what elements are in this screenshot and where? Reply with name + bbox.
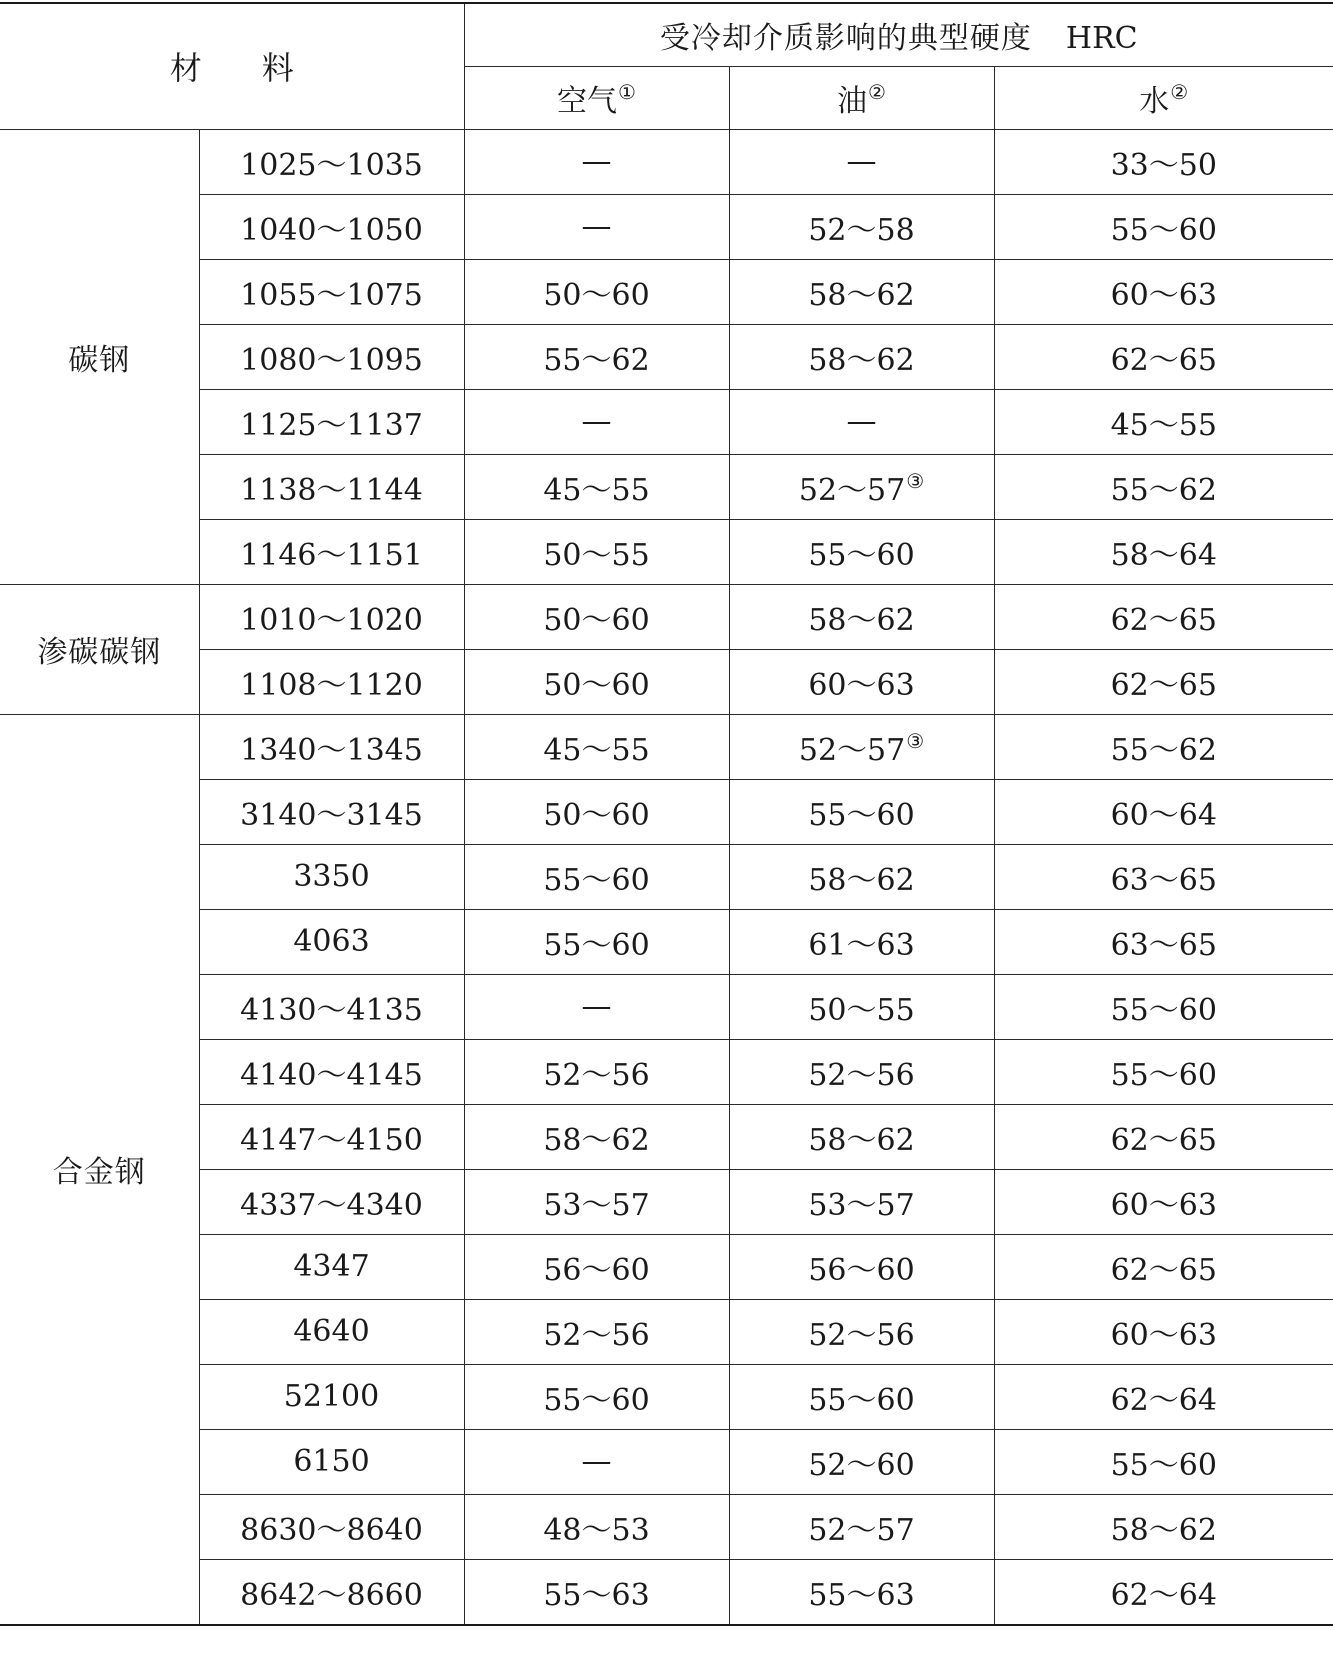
column-header-water-label: 水 bbox=[1139, 83, 1170, 119]
grade-cell: 4063 bbox=[199, 909, 464, 974]
oil-hardness-cell bbox=[729, 1364, 994, 1429]
oil-hardness-cell bbox=[729, 1039, 994, 1104]
grade-cell: 8642～8660 bbox=[199, 1559, 464, 1625]
oil-hardness-cell bbox=[729, 389, 994, 454]
table-row bbox=[0, 389, 1333, 454]
oil-hardness-cell bbox=[729, 714, 994, 779]
column-header-oil-note: ② bbox=[868, 79, 886, 104]
grade-cell: 6150 bbox=[199, 1429, 464, 1494]
oil-hardness-cell bbox=[729, 584, 994, 649]
air-hardness-cell: 55～62 bbox=[464, 324, 729, 389]
oil-hardness-value: 52～57 bbox=[798, 472, 906, 508]
water-hardness-cell: 62～64 bbox=[994, 1559, 1333, 1625]
air-hardness-cell: — bbox=[464, 974, 729, 1039]
grade-cell: 1025～1035 bbox=[199, 129, 464, 194]
oil-hardness-cell bbox=[729, 1494, 994, 1559]
oil-hardness-value: 60～63 bbox=[808, 667, 915, 703]
oil-hardness-value: 52～57 bbox=[798, 732, 906, 768]
header-row-1 bbox=[0, 3, 1333, 66]
air-hardness-cell: 45～55 bbox=[464, 714, 729, 779]
air-hardness-cell: 50～60 bbox=[464, 649, 729, 714]
oil-hardness-value: 55～63 bbox=[808, 1577, 915, 1613]
air-hardness-cell: — bbox=[464, 1429, 729, 1494]
oil-hardness-note: ③ bbox=[906, 728, 925, 753]
water-hardness-cell: 58～62 bbox=[994, 1494, 1333, 1559]
table-row bbox=[0, 1299, 1333, 1364]
table-row bbox=[0, 779, 1333, 844]
oil-hardness-value: 52～56 bbox=[808, 1317, 915, 1353]
grade-cell: 4347 bbox=[199, 1234, 464, 1299]
oil-hardness-value: 52～60 bbox=[808, 1447, 915, 1483]
air-hardness-cell: 55～63 bbox=[464, 1559, 729, 1625]
water-hardness-cell: 55～60 bbox=[994, 1039, 1333, 1104]
grade-cell: 4140～4145 bbox=[199, 1039, 464, 1104]
grade-cell: 4640 bbox=[199, 1299, 464, 1364]
oil-hardness-value: 52～57 bbox=[808, 1512, 915, 1548]
air-hardness-cell: — bbox=[464, 389, 729, 454]
oil-hardness-value: 61～63 bbox=[808, 927, 915, 963]
water-hardness-cell: 60～63 bbox=[994, 259, 1333, 324]
table-row bbox=[0, 974, 1333, 1039]
table-row bbox=[0, 324, 1333, 389]
table-row bbox=[0, 1494, 1333, 1559]
oil-hardness-value: 53～57 bbox=[808, 1187, 915, 1223]
hardness-table bbox=[0, 2, 1333, 1626]
material-group-cell: 碳钢 bbox=[0, 129, 199, 584]
oil-hardness-value: 58～62 bbox=[808, 602, 915, 638]
oil-hardness-value: 52～56 bbox=[808, 1057, 915, 1093]
oil-hardness-cell bbox=[729, 1169, 994, 1234]
grade-cell: 4337～4340 bbox=[199, 1169, 464, 1234]
oil-hardness-cell bbox=[729, 1559, 994, 1625]
water-hardness-cell: 55～60 bbox=[994, 1429, 1333, 1494]
hardness-header bbox=[464, 3, 1333, 66]
column-header-oil-label: 油 bbox=[837, 83, 868, 119]
water-hardness-cell: 60～64 bbox=[994, 779, 1333, 844]
oil-hardness-cell bbox=[729, 1104, 994, 1169]
oil-hardness-value: 55～60 bbox=[808, 797, 915, 833]
air-hardness-cell: 56～60 bbox=[464, 1234, 729, 1299]
water-hardness-cell: 58～64 bbox=[994, 519, 1333, 584]
table-row bbox=[0, 584, 1333, 649]
table-row bbox=[0, 714, 1333, 779]
oil-hardness-cell bbox=[729, 1299, 994, 1364]
table-row bbox=[0, 454, 1333, 519]
oil-hardness-cell bbox=[729, 1429, 994, 1494]
oil-hardness-value: 58～62 bbox=[808, 277, 915, 313]
oil-hardness-value: 58～62 bbox=[808, 342, 915, 378]
table-row bbox=[0, 519, 1333, 584]
oil-hardness-cell bbox=[729, 844, 994, 909]
air-hardness-cell: 50～55 bbox=[464, 519, 729, 584]
oil-hardness-cell bbox=[729, 129, 994, 194]
table-row bbox=[0, 1234, 1333, 1299]
grade-cell: 1340～1345 bbox=[199, 714, 464, 779]
water-hardness-cell: 62～65 bbox=[994, 584, 1333, 649]
oil-hardness-value: — bbox=[846, 144, 877, 179]
table-row bbox=[0, 194, 1333, 259]
grade-cell: 1040～1050 bbox=[199, 194, 464, 259]
grade-cell: 1125～1137 bbox=[199, 389, 464, 454]
material-group-cell: 渗碳碳钢 bbox=[0, 584, 199, 714]
oil-hardness-value: 56～60 bbox=[808, 1252, 915, 1288]
air-hardness-cell: — bbox=[464, 129, 729, 194]
oil-hardness-note: ③ bbox=[906, 468, 925, 493]
air-hardness-cell: 45～55 bbox=[464, 454, 729, 519]
table-row bbox=[0, 129, 1333, 194]
grade-cell: 3140～3145 bbox=[199, 779, 464, 844]
grade-cell: 1108～1120 bbox=[199, 649, 464, 714]
oil-hardness-cell bbox=[729, 909, 994, 974]
air-hardness-cell: 52～56 bbox=[464, 1299, 729, 1364]
oil-hardness-value: 55～60 bbox=[808, 537, 915, 573]
water-hardness-cell: 62～64 bbox=[994, 1364, 1333, 1429]
table-body bbox=[0, 129, 1333, 1625]
air-hardness-cell: 58～62 bbox=[464, 1104, 729, 1169]
water-hardness-cell: 62～65 bbox=[994, 649, 1333, 714]
air-hardness-cell: 53～57 bbox=[464, 1169, 729, 1234]
water-hardness-cell: 45～55 bbox=[994, 389, 1333, 454]
grade-cell: 4147～4150 bbox=[199, 1104, 464, 1169]
hardness-header-title: 受冷却介质影响的典型硬度 bbox=[659, 20, 1032, 56]
oil-hardness-cell bbox=[729, 324, 994, 389]
table-row bbox=[0, 1169, 1333, 1234]
water-hardness-cell: 62～65 bbox=[994, 324, 1333, 389]
column-header-air-note: ① bbox=[618, 79, 636, 104]
water-hardness-cell: 63～65 bbox=[994, 844, 1333, 909]
grade-cell: 1080～1095 bbox=[199, 324, 464, 389]
grade-cell: 4130～4135 bbox=[199, 974, 464, 1039]
water-hardness-cell: 55～60 bbox=[994, 194, 1333, 259]
column-header-water-note: ② bbox=[1170, 79, 1189, 104]
table-row bbox=[0, 1104, 1333, 1169]
oil-hardness-cell bbox=[729, 519, 994, 584]
column-header-water bbox=[994, 66, 1333, 129]
water-hardness-cell: 55～60 bbox=[994, 974, 1333, 1039]
air-hardness-cell: 55～60 bbox=[464, 844, 729, 909]
column-header-air-label: 空气 bbox=[557, 83, 618, 119]
oil-hardness-cell bbox=[729, 454, 994, 519]
table-row bbox=[0, 649, 1333, 714]
oil-hardness-value: 50～55 bbox=[808, 992, 915, 1028]
table-row bbox=[0, 1559, 1333, 1625]
air-hardness-cell: 52～56 bbox=[464, 1039, 729, 1104]
air-hardness-cell: 55～60 bbox=[464, 1364, 729, 1429]
air-hardness-cell: 50～60 bbox=[464, 584, 729, 649]
material-header-label: 材料 bbox=[169, 49, 354, 88]
table-row bbox=[0, 259, 1333, 324]
hardness-header-unit: HRC bbox=[1065, 20, 1138, 56]
water-hardness-cell: 55～62 bbox=[994, 454, 1333, 519]
grade-cell: 1138～1144 bbox=[199, 454, 464, 519]
oil-hardness-cell bbox=[729, 649, 994, 714]
air-hardness-cell: 48～53 bbox=[464, 1494, 729, 1559]
grade-cell: 3350 bbox=[199, 844, 464, 909]
grade-cell: 1010～1020 bbox=[199, 584, 464, 649]
table-row bbox=[0, 1039, 1333, 1104]
material-header bbox=[0, 3, 464, 129]
air-hardness-cell: — bbox=[464, 194, 729, 259]
table-row bbox=[0, 909, 1333, 974]
grade-cell: 1055～1075 bbox=[199, 259, 464, 324]
water-hardness-cell: 62～65 bbox=[994, 1234, 1333, 1299]
material-group-cell: 合金钢 bbox=[0, 714, 199, 1625]
air-hardness-cell: 50～60 bbox=[464, 779, 729, 844]
oil-hardness-value: 52～58 bbox=[808, 212, 915, 248]
oil-hardness-cell bbox=[729, 194, 994, 259]
oil-hardness-value: — bbox=[846, 404, 877, 439]
oil-hardness-cell bbox=[729, 779, 994, 844]
water-hardness-cell: 63～65 bbox=[994, 909, 1333, 974]
oil-hardness-value: 55～60 bbox=[808, 1382, 915, 1418]
oil-hardness-value: 58～62 bbox=[808, 862, 915, 898]
oil-hardness-cell bbox=[729, 974, 994, 1039]
column-header-air bbox=[464, 66, 729, 129]
air-hardness-cell: 50～60 bbox=[464, 259, 729, 324]
table-row bbox=[0, 1364, 1333, 1429]
water-hardness-cell: 62～65 bbox=[994, 1104, 1333, 1169]
oil-hardness-cell bbox=[729, 1234, 994, 1299]
table-row bbox=[0, 1429, 1333, 1494]
water-hardness-cell: 55～62 bbox=[994, 714, 1333, 779]
oil-hardness-value: 58～62 bbox=[808, 1122, 915, 1158]
water-hardness-cell: 33～50 bbox=[994, 129, 1333, 194]
oil-hardness-cell bbox=[729, 259, 994, 324]
table-row bbox=[0, 844, 1333, 909]
grade-cell: 1146～1151 bbox=[199, 519, 464, 584]
water-hardness-cell: 60～63 bbox=[994, 1299, 1333, 1364]
grade-cell: 52100 bbox=[199, 1364, 464, 1429]
air-hardness-cell: 55～60 bbox=[464, 909, 729, 974]
water-hardness-cell: 60～63 bbox=[994, 1169, 1333, 1234]
grade-cell: 8630～8640 bbox=[199, 1494, 464, 1559]
column-header-oil bbox=[729, 66, 994, 129]
